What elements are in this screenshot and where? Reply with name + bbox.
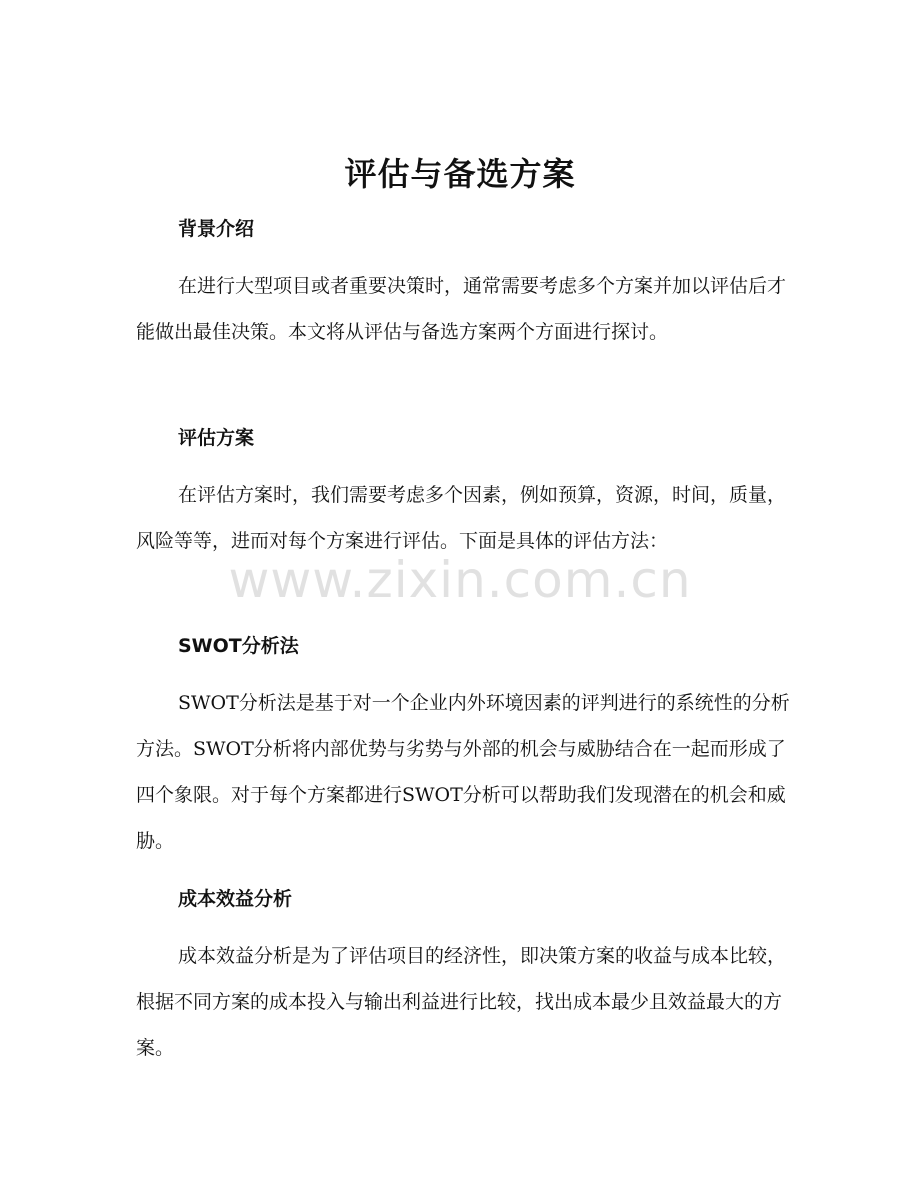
document-title: 评估与备选方案 [344, 155, 576, 193]
section-heading-swot: SWOT分析法 [178, 635, 299, 657]
section-paragraph-background: 在进行大型项目或者重要决策时，通常需要考虑多个方案并加以评估后才能做出最佳决策。本文将从评估与备选方案两个方面进行探讨。 [136, 275, 787, 343]
section-paragraph-evaluation: 在评估方案时，我们需要考虑多个因素，例如预算，资源，时间，质量，风险等等，进而对每个方案进行评估。下面是具体的评估方法： [136, 484, 787, 552]
watermark-text: www.zixin.com.cn [228, 551, 692, 609]
section-heading-evaluation: 评估方案 [178, 427, 255, 449]
section-heading-cost-benefit: 成本效益分析 [178, 888, 293, 910]
section-heading-background: 背景介绍 [178, 218, 255, 240]
section-paragraph-swot: SWOT分析法是基于对一个企业内外环境因素的评判进行的系统性的分析方法。SWOT分析将内部优势与劣势与外部的机会与威胁结合在一起而形成了四个象限。对于每个方案都进行SWOT分析可以帮助我们发现潜在的机会和威胁。 [136, 692, 790, 852]
section-paragraph-cost-benefit: 成本效益分析是为了评估项目的经济性，即决策方案的收益与成本比较，根据不同方案的成本投入与输出利益进行比较，找出成本最少且效益最大的方案。 [136, 945, 787, 1059]
